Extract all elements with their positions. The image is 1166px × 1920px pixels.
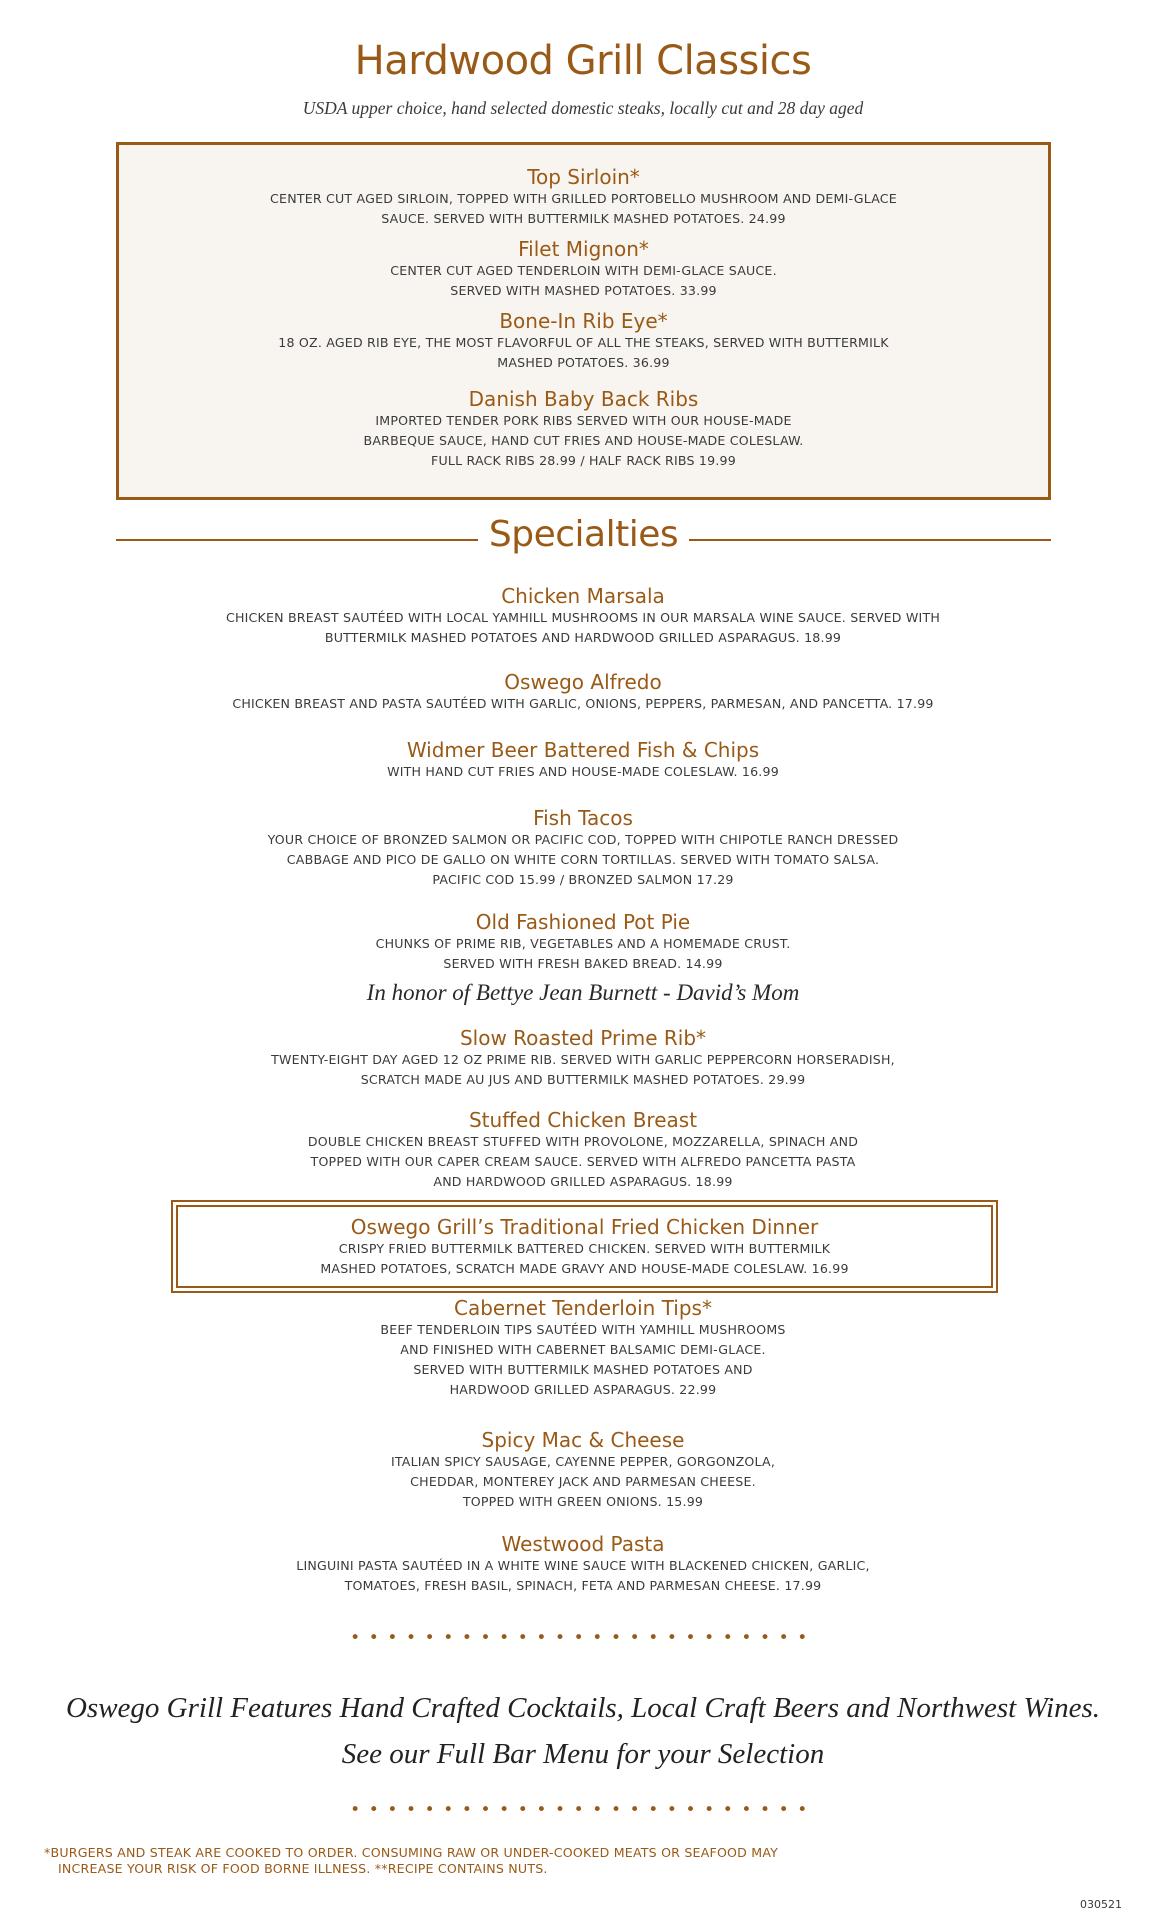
item-desc-line: FULL RACK RIBS 28.99 / HALF RACK RIBS 19.99 <box>431 453 736 468</box>
item-name: Chicken Marsala <box>501 584 665 608</box>
item-desc-line: ITALIAN SPICY SAUSAGE, CAYENNE PEPPER, GORGONZOLA, <box>390 1454 776 1469</box>
item-desc-line: HARDWOOD GRILLED ASPARAGUS. 22.99 <box>449 1382 717 1397</box>
item-desc-line: PACIFIC COD 15.99 / BRONZED SALMON 17.29 <box>432 872 734 887</box>
item-desc-line: CHUNKS OF PRIME RIB, VEGETABLES AND A HOMEMADE CRUST. <box>375 936 791 951</box>
item-desc-line: SAUCE. SERVED WITH BUTTERMILK MASHED POTATOES. 24.99 <box>381 211 786 226</box>
menu-item <box>119 237 1048 301</box>
menu-item <box>0 910 1166 974</box>
item-desc-line: SERVED WITH MASHED POTATOES. 33.99 <box>450 283 717 298</box>
item-desc-line: TOPPED WITH GREEN ONIONS. 15.99 <box>462 1494 704 1509</box>
featured-item-inner-border <box>176 1205 993 1288</box>
item-name: Cabernet Tenderloin Tips* <box>454 1296 712 1320</box>
item-desc-line: CENTER CUT AGED SIRLOIN, TOPPED WITH GRILLED PORTOBELLO MUSHROOM AND DEMI-GLACE <box>270 191 897 206</box>
menu-item <box>119 309 1048 373</box>
item-name: Top Sirloin* <box>527 165 640 189</box>
item-name: Westwood Pasta <box>501 1532 665 1556</box>
menu-item <box>0 584 1166 648</box>
item-desc-line: YOUR CHOICE OF BRONZED SALMON OR PACIFIC COD, TOPPED WITH CHIPOTLE RANCH DRESSED <box>267 832 899 847</box>
item-name: Slow Roasted Prime Rib* <box>459 1026 707 1050</box>
disclaimer <box>44 1845 1044 1877</box>
item-desc-line: BARBEQUE SAUCE, HAND CUT FRIES AND HOUSE-MADE COLESLAW. <box>363 433 804 448</box>
item-name: Filet Mignon* <box>518 237 649 261</box>
item-desc-line: LINGUINI PASTA SAUTÉED IN A WHITE WINE SAUCE WITH BLACKENED CHICKEN, GARLIC, <box>296 1558 870 1573</box>
item-name: Widmer Beer Battered Fish & Chips <box>406 738 760 762</box>
item-desc-line: BEEF TENDERLOIN TIPS SAUTÉED WITH YAMHILL MUSHROOMS <box>380 1322 786 1337</box>
item-name: Oswego Alfredo <box>504 670 662 694</box>
menu-item <box>0 806 1166 890</box>
menu-item <box>0 738 1166 782</box>
menu-item <box>0 1296 1166 1400</box>
featured-menu-item <box>178 1215 991 1279</box>
item-name: Spicy Mac & Cheese <box>481 1428 685 1452</box>
page-subtitle: USDA upper choice, hand selected domestic steaks, locally cut and 28 day aged <box>302 98 864 118</box>
item-desc-line: TOMATOES, FRESH BASIL, SPINACH, FETA AND PARMESAN CHEESE. 17.99 <box>344 1578 822 1593</box>
page-title: Hardwood Grill Classics <box>354 38 812 84</box>
item-desc-line: TOPPED WITH OUR CAPER CREAM SAUCE. SERVED WITH ALFREDO PANCETTA PASTA <box>310 1154 856 1169</box>
item-desc-line: AND HARDWOOD GRILLED ASPARAGUS. 18.99 <box>433 1174 733 1189</box>
menu-item <box>119 387 1048 471</box>
item-desc-line: MASHED POTATOES, SCRATCH MADE GRAVY AND HOUSE-MADE COLESLAW. 16.99 <box>320 1261 849 1276</box>
dot-divider: ••••••••••••••••••••••••• <box>350 1800 816 1820</box>
menu-item <box>0 1026 1166 1090</box>
menu-item <box>119 165 1048 229</box>
honor-note: In honor of Bettye Jean Burnett - David’s Mom <box>366 980 800 1005</box>
item-desc-line: AND FINISHED WITH CABERNET BALSAMIC DEMI-GLACE. <box>400 1342 766 1357</box>
featured-item-box <box>171 1200 998 1293</box>
promo-line: See our Full Bar Menu for your Selection <box>341 1738 825 1770</box>
classics-box <box>116 142 1051 500</box>
menu-code: 030521 <box>1080 1898 1122 1911</box>
menu-item <box>0 1108 1166 1192</box>
item-desc-line: MASHED POTATOES. 36.99 <box>497 355 670 370</box>
item-desc-line: CABBAGE AND PICO DE GALLO ON WHITE CORN TORTILLAS. SERVED WITH TOMATO SALSA. <box>286 852 880 867</box>
menu-item <box>0 670 1166 714</box>
item-name: Old Fashioned Pot Pie <box>475 910 691 934</box>
menu-item <box>0 1428 1166 1512</box>
menu-item <box>0 1532 1166 1596</box>
section-title: Specialties <box>488 514 679 555</box>
item-desc-line: SERVED WITH FRESH BAKED BREAD. 14.99 <box>443 956 723 971</box>
item-desc-line: SERVED WITH BUTTERMILK MASHED POTATOES AND <box>413 1362 753 1377</box>
dot-divider: ••••••••••••••••••••••••• <box>350 1628 816 1648</box>
divider-rule <box>689 539 1051 541</box>
item-desc-line: CRISPY FRIED BUTTERMILK BATTERED CHICKEN. SERVED WITH BUTTERMILK <box>338 1241 831 1256</box>
item-desc-line: 18 OZ. AGED RIB EYE, THE MOST FLAVORFUL OF ALL THE STEAKS, SERVED WITH BUTTERMILK <box>278 335 889 350</box>
item-desc-line: SCRATCH MADE AU JUS AND BUTTERMILK MASHED POTATOES. 29.99 <box>360 1072 806 1087</box>
item-desc-line: CENTER CUT AGED TENDERLOIN WITH DEMI-GLACE SAUCE. <box>390 263 777 278</box>
item-desc-line: CHEDDAR, MONTEREY JACK AND PARMESAN CHEESE. <box>410 1474 756 1489</box>
item-name: Bone-In Rib Eye* <box>499 309 668 333</box>
item-desc-line: WITH HAND CUT FRIES AND HOUSE-MADE COLESLAW. 16.99 <box>387 764 779 779</box>
promo-line: Oswego Grill Features Hand Crafted Cocktails, Local Craft Beers and Northwest Wines. <box>65 1692 1101 1724</box>
item-desc-line: IMPORTED TENDER PORK RIBS SERVED WITH OUR HOUSE-MADE <box>375 413 792 428</box>
item-desc-line: TWENTY-EIGHT DAY AGED 12 OZ PRIME RIB. SERVED WITH GARLIC PEPPERCORN HORSERADISH, <box>271 1052 895 1067</box>
disclaimer-line: *BURGERS AND STEAK ARE COOKED TO ORDER. CONSUMING RAW OR UNDER-COOKED MEATS OR SEAFOOD MAY <box>44 1845 779 1860</box>
item-desc-line: DOUBLE CHICKEN BREAST STUFFED WITH PROVOLONE, MOZZARELLA, SPINACH AND <box>307 1134 859 1149</box>
item-name: Danish Baby Back Ribs <box>468 387 699 411</box>
specialties-header <box>116 512 1051 566</box>
item-desc-line: CHICKEN BREAST AND PASTA SAUTÉED WITH GARLIC, ONIONS, PEPPERS, PARMESAN, AND PANCETTA. 17.99 <box>232 696 934 711</box>
item-name: Fish Tacos <box>533 806 633 830</box>
item-desc-line: CHICKEN BREAST SAUTÉED WITH LOCAL YAMHILL MUSHROOMS IN OUR MARSALA WINE SAUCE. SERVED WITH <box>225 610 941 625</box>
disclaimer-line: INCREASE YOUR RISK OF FOOD BORNE ILLNESS. **RECIPE CONTAINS NUTS. <box>58 1861 548 1876</box>
item-name: Stuffed Chicken Breast <box>468 1108 698 1132</box>
item-desc-line: BUTTERMILK MASHED POTATOES AND HARDWOOD GRILLED ASPARAGUS. 18.99 <box>324 630 842 645</box>
item-name: Oswego Grill’s Traditional Fried Chicken Dinner <box>350 1215 819 1239</box>
